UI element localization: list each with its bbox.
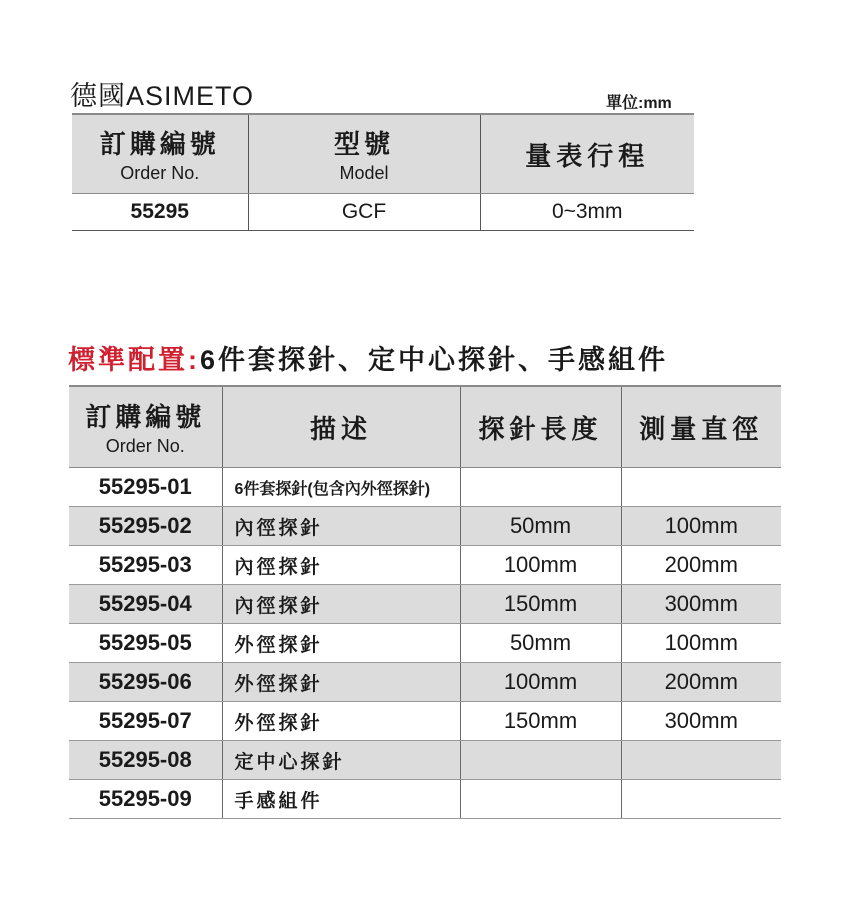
header-description xyxy=(222,386,460,468)
order-no-cell: 55295-02 xyxy=(69,507,222,546)
parts-table-header xyxy=(69,386,781,468)
diameter-cell: 100mm xyxy=(621,507,781,546)
unit-label: 單位:mm xyxy=(606,95,672,112)
probe-length-cell xyxy=(460,780,621,819)
table-row xyxy=(69,780,781,819)
header-order-no-zh: 訂購編號 xyxy=(85,402,206,432)
diameter-cell: 300mm xyxy=(621,585,781,624)
header-probe-length xyxy=(460,386,621,468)
table-row xyxy=(69,507,781,546)
description-cell: 內徑探針 xyxy=(222,507,460,546)
diameter-cell: 200mm xyxy=(621,546,781,585)
order-no-cell: 55295-09 xyxy=(69,780,222,819)
header-order-no-en: Order No. xyxy=(105,436,185,456)
header-order-no-zh: 訂購編號 xyxy=(99,129,220,159)
header-measuring-diameter xyxy=(621,386,781,468)
probe-length-cell xyxy=(460,741,621,780)
diameter-cell: 200mm xyxy=(621,663,781,702)
probe-length-cell: 100mm xyxy=(460,546,621,585)
description-cell: 定中心探針 xyxy=(222,741,460,780)
spec-table-row xyxy=(72,194,694,231)
order-no-cell: 55295-06 xyxy=(69,663,222,702)
diameter-cell: 100mm xyxy=(621,624,781,663)
order-no-cell: 55295-07 xyxy=(69,702,222,741)
table-row xyxy=(69,585,781,624)
header-travel xyxy=(480,114,694,194)
probe-length-cell: 150mm xyxy=(460,585,621,624)
description-cell: 6件套探針(包含內外徑探針) xyxy=(222,468,460,507)
spec-model: GCF xyxy=(248,194,480,231)
header-model-zh: 型號 xyxy=(333,129,394,159)
brand-title: 德國ASIMETO xyxy=(70,81,255,111)
diameter-cell: 300mm xyxy=(621,702,781,741)
description-cell: 手感組件 xyxy=(222,780,460,819)
description-cell: 內徑探針 xyxy=(222,546,460,585)
probe-length-cell: 50mm xyxy=(460,624,621,663)
diameter-cell xyxy=(621,741,781,780)
diameter-cell xyxy=(621,468,781,507)
probe-length-cell: 50mm xyxy=(460,507,621,546)
header-model-en: Model xyxy=(339,163,389,183)
order-no-cell: 55295-08 xyxy=(69,741,222,780)
spec-travel: 0~3mm xyxy=(480,194,694,231)
order-no-cell: 55295-04 xyxy=(69,585,222,624)
diameter-cell xyxy=(621,780,781,819)
table-row xyxy=(69,624,781,663)
header-order-no xyxy=(69,386,222,468)
probe-length-cell: 150mm xyxy=(460,702,621,741)
standard-config-label: 標準配置: xyxy=(68,345,200,375)
header-probe-length-zh: 探針長度 xyxy=(478,413,603,444)
table-row xyxy=(69,741,781,780)
order-no-cell: 55295-03 xyxy=(69,546,222,585)
parts-table xyxy=(69,385,781,819)
standard-config-text: 6件套探針、定中心探針、手感組件 xyxy=(200,345,669,375)
probe-length-cell: 100mm xyxy=(460,663,621,702)
header-travel-zh: 量表行程 xyxy=(525,140,650,171)
header-order-no xyxy=(72,114,248,194)
description-cell: 外徑探針 xyxy=(222,624,460,663)
description-cell: 外徑探針 xyxy=(222,663,460,702)
header-description-zh: 描述 xyxy=(309,413,372,444)
order-no-cell: 55295-01 xyxy=(69,468,222,507)
standard-config xyxy=(68,338,668,377)
header-measuring-diameter-zh: 測量直徑 xyxy=(639,413,764,444)
header-order-no-en: Order No. xyxy=(120,163,200,183)
table-row xyxy=(69,702,781,741)
spec-order-no: 55295 xyxy=(72,194,248,231)
spec-table-header xyxy=(72,114,694,194)
table-row xyxy=(69,546,781,585)
table-row xyxy=(69,468,781,507)
spec-table xyxy=(72,113,694,231)
description-cell: 外徑探針 xyxy=(222,702,460,741)
header-model xyxy=(248,114,480,194)
probe-length-cell xyxy=(460,468,621,507)
description-cell: 內徑探針 xyxy=(222,585,460,624)
table-row xyxy=(69,663,781,702)
order-no-cell: 55295-05 xyxy=(69,624,222,663)
